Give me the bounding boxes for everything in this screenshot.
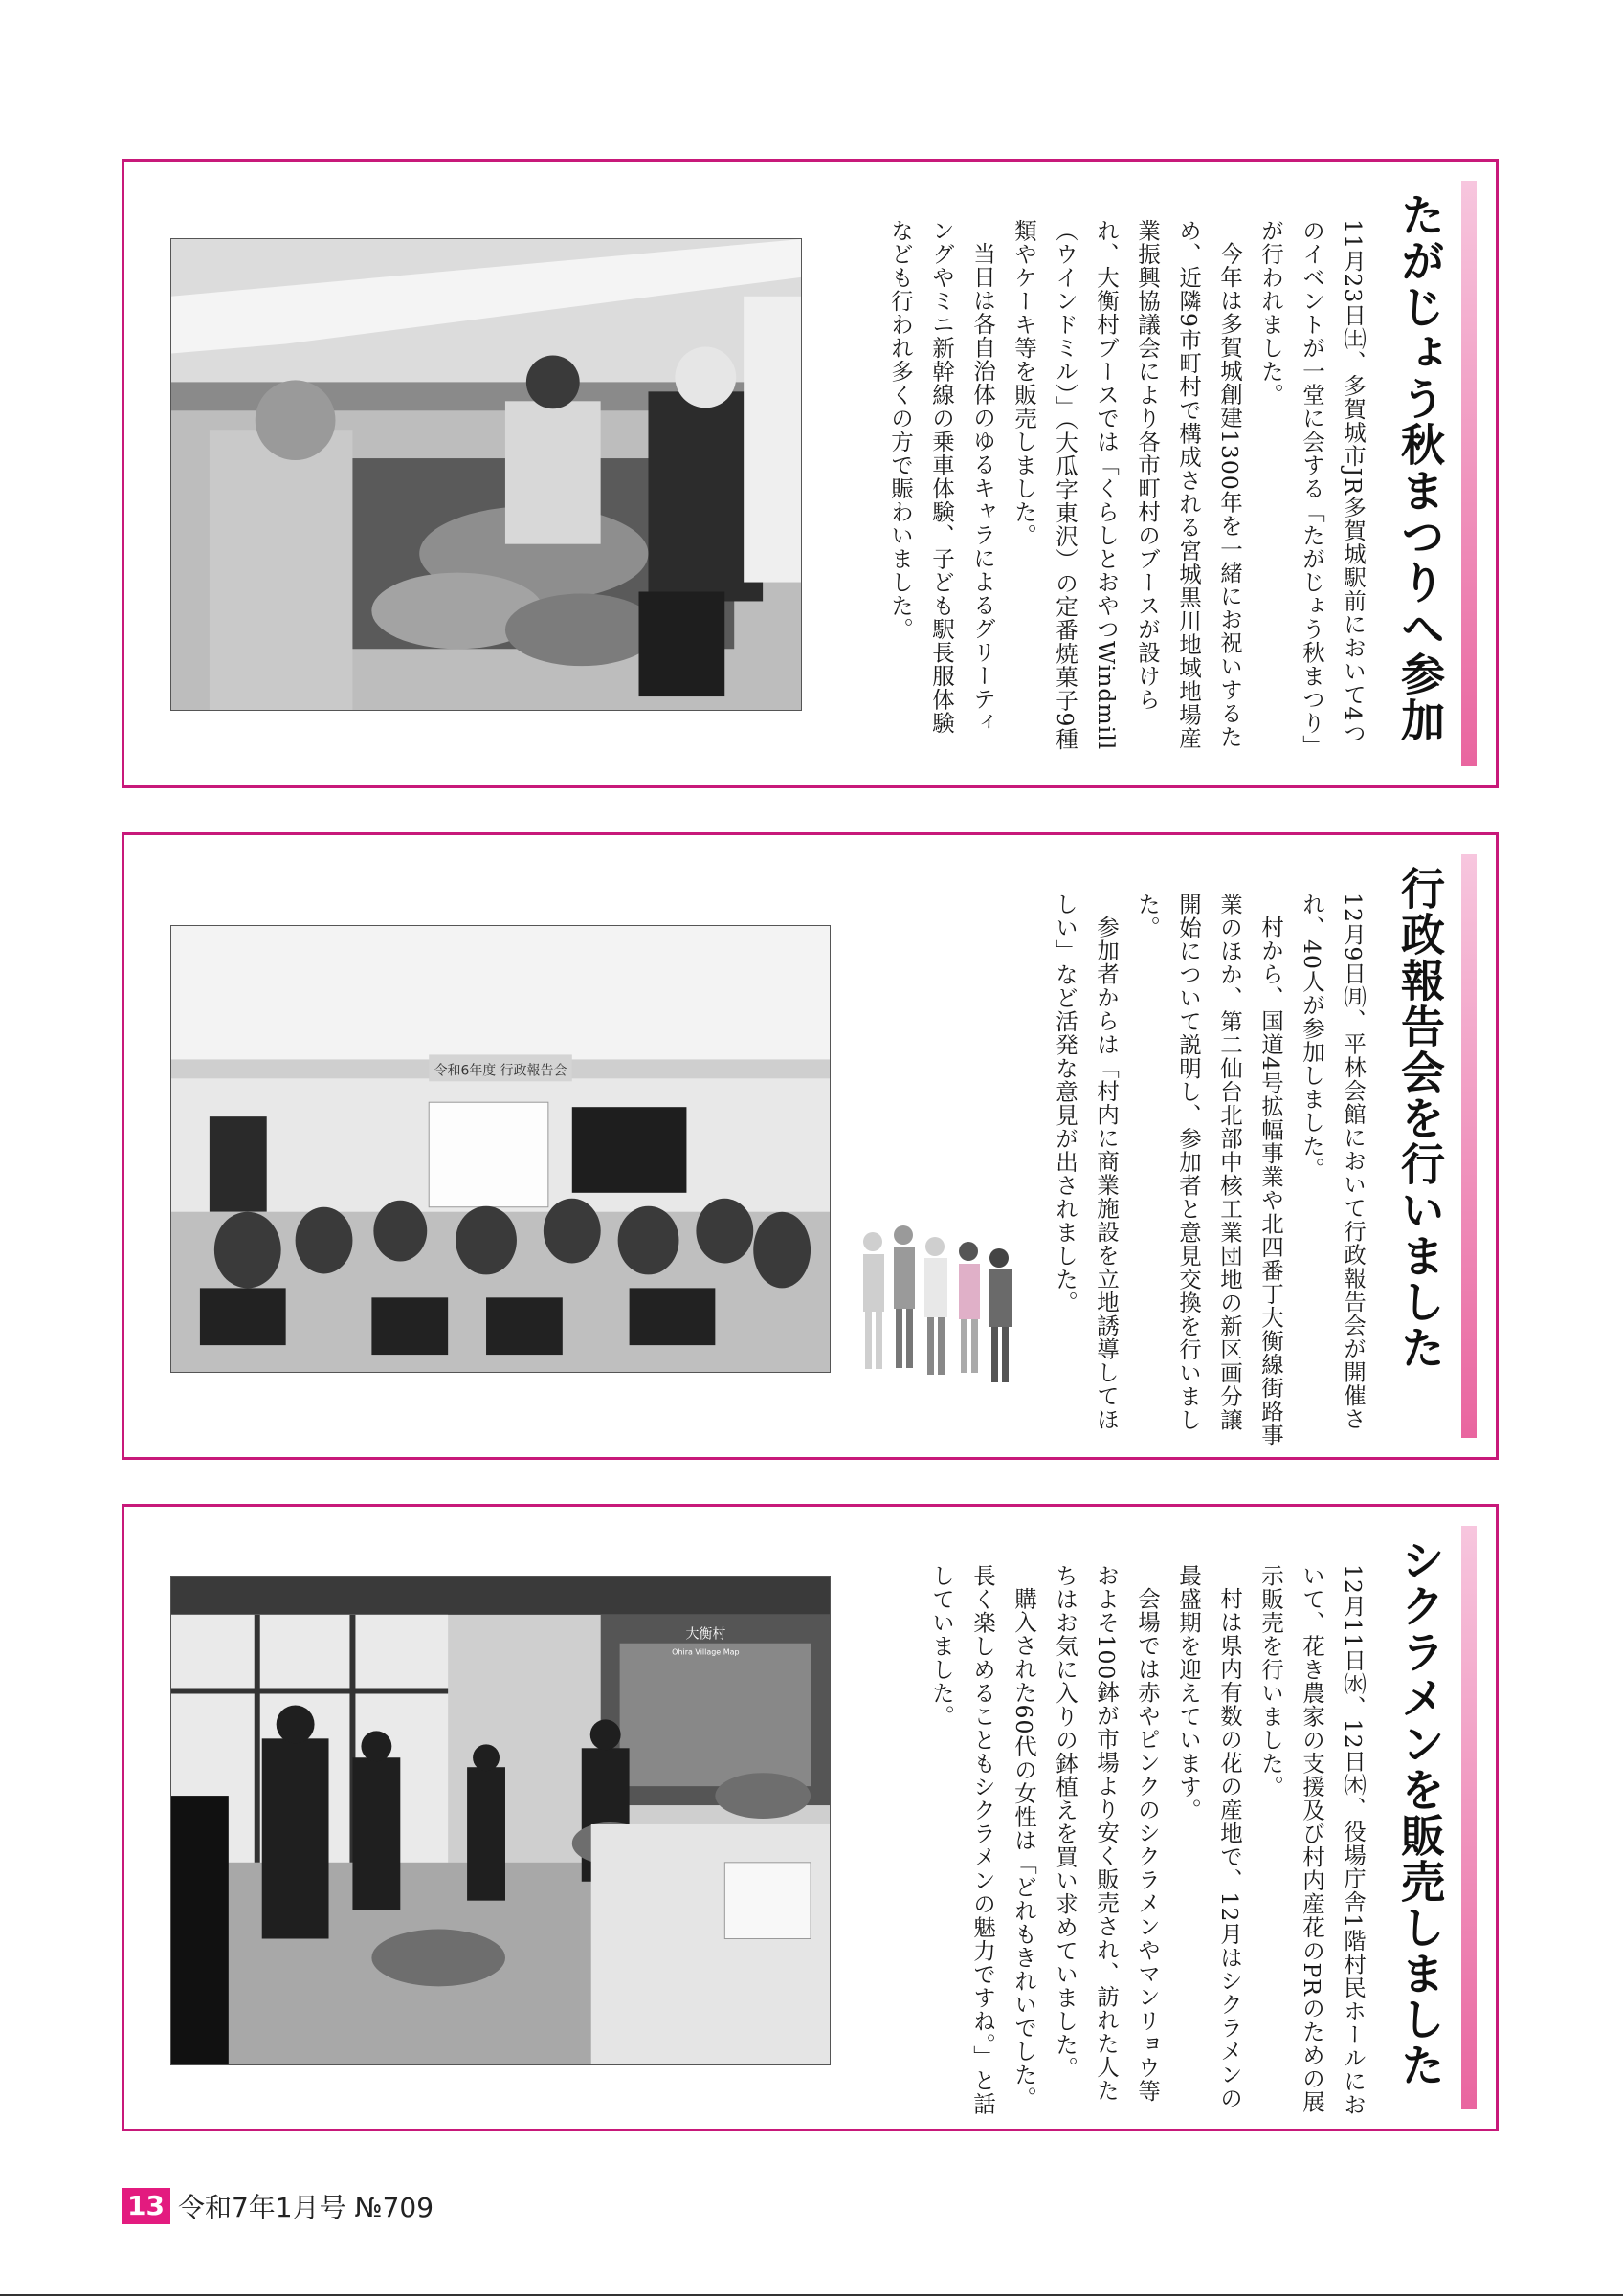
article-administrative-report: [122, 832, 1499, 1460]
article-body: [928, 1564, 1373, 2119]
article-tagajo-festival: [122, 159, 1499, 788]
paragraph: 12月11日㈬、12日㈭、役場庁舎1階村民ホールにおいて、花き農家の支援及び村内産花のPRのための展示販売を行いました。: [1257, 1564, 1367, 2117]
paragraph: 会場では赤やピンクのシクラメンやマンリョウ等およそ100鉢が市場より安く販売され、訪れた人たちはお気に入りの鉢植えを買い求めていました。: [1052, 1564, 1161, 2103]
paragraph: 村は県内有数の花の産地で、12月はシクラメンの最盛期を迎えています。: [1175, 1564, 1243, 2109]
title-accent-bar: [1461, 854, 1477, 1438]
article-title: たがじょう秋まつりへ参加: [1394, 192, 1446, 743]
page-footer: [122, 2188, 434, 2224]
paragraph: 12月9日㈪、平林会館において行政報告会が開催され、40人が参加しました。: [1299, 893, 1367, 1431]
article-body: [1010, 893, 1373, 1447]
cyclamen-sale-photo: [170, 1576, 831, 2065]
festival-booth-photo: [170, 238, 802, 711]
paragraph: 今年は多賀城創建1300年を一緒にお祝いするため、近隣9市町村で構成される宮城黒川地域地場産業振興協議会により各市町村のブースが設けられ、大衡村ブースでは「くらしとおやつWindmill（ウインドミル）」（大瓜字東沢）の定番焼菓子9種類やケーキ等を販売しました。: [1011, 219, 1243, 751]
article-body: [887, 219, 1373, 755]
article-title: シクラメンを販売しました: [1394, 1537, 1446, 2088]
paragraph: 当日は各自治体のゆるキャラによるグリーティングやミニ新幹線の乗車体験、子ども駅長服体験なども行われ多くの方で賑わいました。: [887, 219, 996, 735]
paragraph: 購入された60代の女性は「どれもきれいでした。長く楽しめることもシクラメンの魅力ですね。」と話していました。: [928, 1564, 1037, 2116]
article-title: 行政報告会を行いました: [1394, 866, 1446, 1371]
paragraph: 参加者からは「村内に商業施設を立地誘導してほしい」など活発な意見が出されました。: [1052, 893, 1120, 1431]
title-accent-bar: [1461, 1526, 1477, 2109]
people-illustration: [844, 1208, 1026, 1400]
meeting-sign: 令和6年度 行政報告会: [434, 1063, 567, 1079]
wall-sign: 大衡村: [685, 1626, 726, 1643]
title-accent-bar: [1461, 181, 1477, 766]
issue-label: 令和7年1月号 №709: [177, 2192, 434, 2223]
article-cyclamen-sale: [122, 1504, 1499, 2131]
paragraph: 村から、国道4号拡幅事業や北四番丁大衡線街路事業のほか、第二仙台北部中核工業団地の新区画分譲開始について説明し、参加者と意見交換を行いました。: [1134, 893, 1284, 1446]
page-number: 13: [122, 2188, 170, 2224]
wall-sign-subtitle: Ohira Village Map: [672, 1647, 740, 1657]
paragraph: 11月23日㈯、多賀城市JR多賀城駅前において4つのイベントが一堂に会する「たがじょう秋まつり」が行われました。: [1257, 219, 1367, 747]
meeting-hall-photo: [170, 925, 831, 1373]
